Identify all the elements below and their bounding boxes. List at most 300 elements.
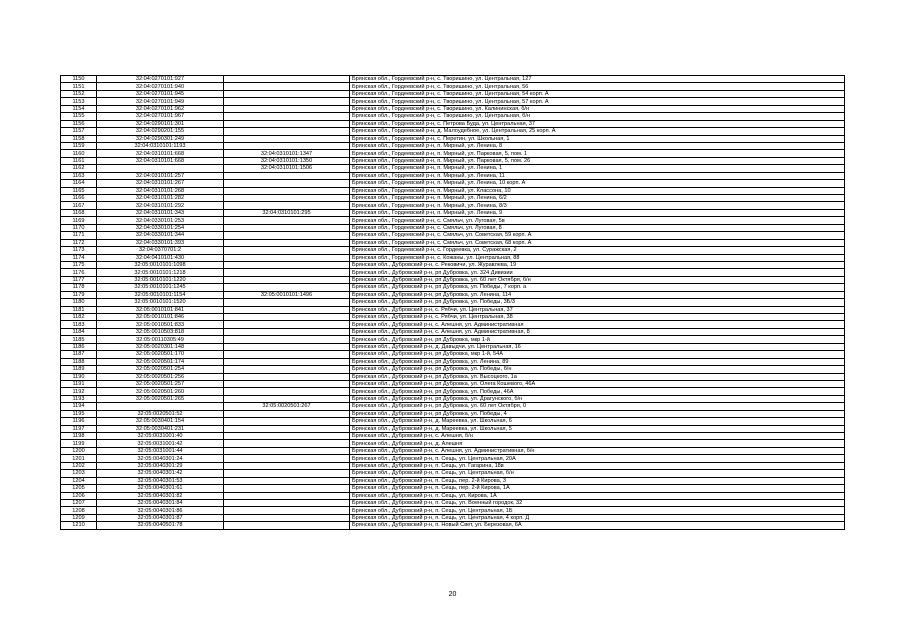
cadastral-number-cell: 32:05:0030401:154 [97,418,224,425]
related-cadastral-number-cell [224,336,350,343]
row-number-cell: 1162 [61,165,97,172]
address-cell: Брянская обл., Дубровский р-н, п. Новый Свет, ул. Березовая, 6А [350,522,845,529]
table-row [61,492,845,499]
row-number-cell: 1163 [61,172,97,179]
table-row [61,395,845,402]
address-cell: Брянская обл., Гордеевский р-н, п. Мирный, ул. Ленина, 6/2 [350,195,845,202]
address-cell: Брянская обл., Дубровский р-н, с. Рябчи, ул. Центральная, 38 [350,314,845,321]
related-cadastral-number-cell [224,120,350,127]
row-number-cell: 1185 [61,336,97,343]
table-row [61,470,845,477]
table-row [61,239,845,246]
address-cell: Брянская обл., Дубровский р-н, п. Сещь, ул. Центральная, 4 корп. Д [350,514,845,521]
row-number-cell: 1194 [61,403,97,410]
table-row [61,90,845,97]
row-number-cell: 1161 [61,157,97,164]
address-cell: Брянская обл., Гордеевский р-н, п. Мирный, ул. Парковая, 5, пом. 26 [350,157,845,164]
cadastral-number-cell: 32:05:0010101:841 [97,306,224,313]
row-number-cell: 1197 [61,425,97,432]
address-cell: Брянская обл., Гордеевский р-н, с. Смяльч, ул. Советская, 68 корп. А [350,239,845,246]
related-cadastral-number-cell [224,499,350,506]
related-cadastral-number-cell [224,224,350,231]
address-cell: Брянская обл., Дубровский р-н, рп Дубровка, ул. Олега Кошевого, 46А [350,380,845,387]
table-row [61,150,845,157]
table-row [61,76,845,83]
table-row [61,433,845,440]
table-row [61,477,845,484]
related-cadastral-number-cell [224,90,350,97]
table-row [61,507,845,514]
table-row [61,380,845,387]
address-cell: Брянская обл., Гордеевский р-н, п. Мирный, ул. Ленина, 8/3 [350,202,845,209]
address-cell: Брянская обл., Гордеевский р-н, с. Творишино, ул. Центральная, 56 [350,83,845,90]
related-cadastral-number-cell [224,522,350,529]
address-cell: Брянская обл., Дубровский р-н, рп Дубровка, ул. Победы, 4 [350,410,845,417]
related-cadastral-number-cell [224,299,350,306]
address-cell: Брянская обл., Гордеевский р-н, с. Творишино, ул. Центральная, 54 корп. А [350,90,845,97]
related-cadastral-number-cell [224,388,350,395]
cadastral-number-cell: 32:04:0270101:967 [97,113,224,120]
related-cadastral-number-cell [224,172,350,179]
cadastral-number-cell: 32:04:0270101:949 [97,98,224,105]
related-cadastral-number-cell [224,328,350,335]
address-cell: Брянская обл., Дубровский р-н, с. Алешня, б/н [350,433,845,440]
address-cell: Брянская обл., Гордеевский р-н, д. Малоудебное, ул. Центральная, 25 корп. А [350,128,845,135]
table-row [61,195,845,202]
address-cell: Брянская обл., Дубровский р-н, п. Сещь, ул. Центральная, б/н [350,470,845,477]
cadastral-number-cell: 32:05:0030401:231 [97,425,224,432]
address-cell: Брянская обл., Дубровский р-н, п. Сещь, ул. Центральная, 1Б [350,507,845,514]
table-row [61,336,845,343]
row-number-cell: 1166 [61,195,97,202]
address-cell: Брянская обл., Дубровский р-н, п. Сещь, ул. Центральная, 20А [350,455,845,462]
related-cadastral-number-cell [224,485,350,492]
row-number-cell: 1158 [61,135,97,142]
row-number-cell: 1209 [61,514,97,521]
cadastral-number-cell: 32:05:0010101:1245 [97,284,224,291]
row-number-cell: 1189 [61,366,97,373]
cadastral-number-cell: 32:05:0040301:53 [97,477,224,484]
related-cadastral-number-cell [224,261,350,268]
row-number-cell: 1206 [61,492,97,499]
table-row [61,291,845,298]
address-cell: Брянская обл., Гордеевский р-н, п. Мирный, ул. Ленина, 8 [350,142,845,149]
address-cell: Брянская обл., Гордеевский р-н, с. Творишино, ул. Калининская, б/н [350,105,845,112]
related-cadastral-number-cell [224,247,350,254]
address-cell: Брянская обл., Гордеевский р-н, с. Творишино, ул. Центральная, 57 корп. А [350,98,845,105]
table-row [61,425,845,432]
related-cadastral-number-cell [224,492,350,499]
row-number-cell: 1157 [61,128,97,135]
related-cadastral-number-cell [224,202,350,209]
table-row [61,328,845,335]
table-row [61,522,845,529]
table-row [61,373,845,380]
row-number-cell: 1178 [61,284,97,291]
related-cadastral-number-cell [224,455,350,462]
row-number-cell: 1180 [61,299,97,306]
cadastral-number-cell: 32:04:0310101:257 [97,172,224,179]
related-cadastral-number-cell [224,180,350,187]
address-cell: Брянская обл., Дубровский р-н, рп Дубровка, ул. Драгунского, б/н [350,395,845,402]
cadastral-number-cell: 32:04:0290101:301 [97,120,224,127]
cadastral-number-cell: 32:05:0040301:87 [97,514,224,521]
cadastral-number-cell: 32:04:0290301:249 [97,135,224,142]
cadastral-number-cell: 32:05:0031001:42 [97,440,224,447]
table-row [61,180,845,187]
address-cell: Брянская обл., Гордеевский р-н, с. Кожаны, ул. Центральная, 88 [350,254,845,261]
table-row [61,165,845,172]
related-cadastral-number-cell [224,380,350,387]
cadastral-number-cell: 32:05:0031001:44 [97,447,224,454]
row-number-cell: 1200 [61,447,97,454]
address-cell: Брянская обл., Гордеевский р-н, с. Петрова Буда, ул. Центральная, 37 [350,120,845,127]
cadastral-number-cell: 32:05:0010101:1220 [97,276,224,283]
cadastral-number-cell: 32:05:0010101:1154 [97,291,224,298]
cadastral-number-cell: 32:05:00110305:49 [97,336,224,343]
related-cadastral-number-cell [224,418,350,425]
cadastral-number-cell: 32:05:0020501:52 [97,410,224,417]
row-number-cell: 1186 [61,343,97,350]
row-number-cell: 1168 [61,209,97,216]
cadastral-number-cell: 32:05:0040301:24 [97,455,224,462]
related-cadastral-number-cell [224,410,350,417]
related-cadastral-number-cell [224,306,350,313]
address-cell: Брянская обл., Дубровский р-н, рп Дубровка, ул. 60 лет Октября, 0 [350,403,845,410]
related-cadastral-number-cell [224,113,350,120]
address-cell: Брянская обл., Дубровский р-н, д. Давыдчи, ул. Центральная, 16 [350,343,845,350]
row-number-cell: 1169 [61,217,97,224]
table-row [61,306,845,313]
table-row [61,284,845,291]
address-cell: Брянская обл., Гордеевский р-н, с. Творишино, ул. Центральная, б/н [350,113,845,120]
table-row [61,209,845,216]
row-number-cell: 1164 [61,180,97,187]
table-body [61,76,845,530]
table-row [61,343,845,350]
row-number-cell: 1202 [61,462,97,469]
address-cell: Брянская обл., Дубровский р-н, рп Дубровка, ул. Победы, 46А [350,388,845,395]
table-row [61,202,845,209]
related-cadastral-number-cell: 32:04:0310101:1347 [224,150,350,157]
related-cadastral-number-cell [224,187,350,194]
row-number-cell: 1183 [61,321,97,328]
row-number-cell: 1201 [61,455,97,462]
cadastral-number-cell: 32:04:0330101:393 [97,239,224,246]
cadastral-number-cell: 32:05:0040301:42 [97,470,224,477]
cadastral-number-cell: 32:05:0010501:833 [97,321,224,328]
table-row [61,224,845,231]
related-cadastral-number-cell [224,425,350,432]
address-cell: Брянская обл., Гордеевский р-н, с. Перетин, ул. Школьная, 1 [350,135,845,142]
cadastral-number-cell: 32:05:0040301:84 [97,499,224,506]
table-row [61,455,845,462]
row-number-cell: 1173 [61,247,97,254]
related-cadastral-number-cell [224,195,350,202]
row-number-cell: 1196 [61,418,97,425]
table-row [61,388,845,395]
address-cell: Брянская обл., Дубровский р-н, рп Дубровка, ул. Ленина, 89 [350,358,845,365]
cadastral-number-cell: 32:04:0310101:1193 [97,142,224,149]
address-cell: Брянская обл., Гордеевский р-н, с. Смяльч, ул. Луговая, 5в [350,217,845,224]
address-cell: Брянская обл., Гордеевский р-н, п. Мирный, ул. Классона, 10 [350,187,845,194]
related-cadastral-number-cell [224,321,350,328]
address-cell: Брянская обл., Дубровский р-н, п. Сещь, ул. Кирова, 1А [350,492,845,499]
row-number-cell: 1181 [61,306,97,313]
cadastral-number-cell: 32:05:0020501:265 [97,395,224,402]
related-cadastral-number-cell [224,284,350,291]
table-row [61,314,845,321]
address-cell: Брянская обл., Гордеевский р-н, с. Смяльч, ул. Советская, 59 корп. А [350,232,845,239]
row-number-cell: 1155 [61,113,97,120]
document-sheet [60,75,844,530]
row-number-cell: 1208 [61,507,97,514]
table-row [61,418,845,425]
row-number-cell: 1179 [61,291,97,298]
related-cadastral-number-cell [224,276,350,283]
cadastral-number-cell: 32:04:0330101:253 [97,217,224,224]
table-row [61,447,845,454]
row-number-cell: 1198 [61,433,97,440]
address-cell: Брянская обл., Дубровский р-н, с. Алешня, ул. Административная [350,321,845,328]
related-cadastral-number-cell [224,470,350,477]
cadastral-number-cell: 32:05:0020501:254 [97,366,224,373]
address-cell: Брянская обл., Дубровский р-н, рп Дубровка, ул. Высоцкого, 1а [350,373,845,380]
address-cell: Брянская обл., Дубровский р-н, рп Дубровка, ул. Победы, 7 корп. а [350,284,845,291]
cadastral-number-cell: 32:04:0310101:267 [97,180,224,187]
row-number-cell: 1207 [61,499,97,506]
related-cadastral-number-cell [224,105,350,112]
cadastral-number-cell: 32:04:0310101:292 [97,202,224,209]
table-row [61,232,845,239]
row-number-cell: 1199 [61,440,97,447]
cadastral-number-cell: 32:05:0040301:82 [97,492,224,499]
address-cell: Брянская обл., Дубровский р-н, п. Сещь, ул. Гагарина, 18в [350,462,845,469]
cadastral-number-cell: 32:05:0010101:1218 [97,269,224,276]
table-row [61,321,845,328]
row-number-cell: 1160 [61,150,97,157]
row-number-cell: 1167 [61,202,97,209]
related-cadastral-number-cell [224,135,350,142]
address-cell: Брянская обл., Гордеевский р-н, п. Мирный, ул. Ленина, 10 корп. А [350,180,845,187]
table-row [61,269,845,276]
cadastral-number-cell: 32:05:0010503:818 [97,328,224,335]
row-number-cell: 1159 [61,142,97,149]
row-number-cell: 1184 [61,328,97,335]
related-cadastral-number-cell: 32:04:0310101:295 [224,209,350,216]
row-number-cell: 1190 [61,373,97,380]
table-row [61,410,845,417]
related-cadastral-number-cell [224,98,350,105]
cadastral-number-cell: 32:05:0020501:257 [97,380,224,387]
cadastral-number-cell [97,165,224,172]
address-cell: Брянская обл., Дубровский р-н, рп Дубровка, ул. Победы, 3Б/3 [350,299,845,306]
cadastral-number-cell: 32:05:0020501:174 [97,358,224,365]
related-cadastral-number-cell [224,373,350,380]
address-cell: Брянская обл., Гордеевский р-н, с. Смяльч, ул. Луговая, 8 [350,224,845,231]
page-number: 20 [448,591,457,598]
cadastral-number-cell: 32:05:0020501:170 [97,351,224,358]
address-cell: Брянская обл., Гордеевский р-н, п. Мирный, ул. Ленина, 9 [350,209,845,216]
address-cell: Брянская обл., Гордеевский р-н, п. Мирный, ул. Парковая, 5, пом. 1 [350,150,845,157]
address-cell: Брянская обл., Дубровский р-н, с. Рябчи, ул. Центральная, 37 [350,306,845,313]
address-cell: Брянская обл., Дубровский р-н, п. Сещь, пер. 2-й Кирова, 1А [350,485,845,492]
row-number-cell: 1191 [61,380,97,387]
row-number-cell: 1195 [61,410,97,417]
table-row [61,83,845,90]
row-number-cell: 1172 [61,239,97,246]
cadastral-number-cell: 32:04:0330101:344 [97,232,224,239]
address-cell: Брянская обл., Дубровский р-н, рп Дубровка, ул. 324 Дивизии [350,269,845,276]
row-number-cell: 1153 [61,98,97,105]
cadastral-number-cell: 32:04:0270101:940 [97,83,224,90]
table-row [61,351,845,358]
related-cadastral-number-cell [224,395,350,402]
row-number-cell: 1187 [61,351,97,358]
row-number-cell: 1154 [61,105,97,112]
table-row [61,403,845,410]
cadastral-number-cell: 32:04:0310101:282 [97,195,224,202]
row-number-cell: 1150 [61,76,97,83]
related-cadastral-number-cell: 32:04:0310101:1506 [224,165,350,172]
row-number-cell: 1182 [61,314,97,321]
cadastral-number-cell: 32:05:0020501:256 [97,373,224,380]
related-cadastral-number-cell [224,507,350,514]
related-cadastral-number-cell: 32:05:0010101:1496 [224,291,350,298]
related-cadastral-number-cell [224,76,350,83]
cadastral-number-cell: 32:04:0310101:668 [97,150,224,157]
cadastral-number-cell: 32:04:0270101:945 [97,90,224,97]
table-row [61,440,845,447]
table-row [61,172,845,179]
related-cadastral-number-cell [224,433,350,440]
related-cadastral-number-cell: 32:05:0020501:267 [224,403,350,410]
table-row [61,462,845,469]
cadastral-number-cell: 32:04:0410101:430 [97,254,224,261]
table-row [61,366,845,373]
table-row [61,142,845,149]
address-cell: Брянская обл., Дубровский р-н, с. Рековичи, ул. Журавлева, 19 [350,261,845,268]
address-cell: Брянская обл., Гордеевский р-н, с. Творишино, ул. Центральная, 127 [350,76,845,83]
related-cadastral-number-cell [224,254,350,261]
cadastral-number-cell: 32:05:0031001:40 [97,433,224,440]
related-cadastral-number-cell [224,440,350,447]
cadastral-number-cell: 32:05:0040301:61 [97,485,224,492]
table-row [61,499,845,506]
cadastral-number-cell: 32:05:0010101:1098 [97,261,224,268]
related-cadastral-number-cell [224,343,350,350]
address-cell: Брянская обл., Гордеевский р-н, п. Мирный, ул. Ленина, 1 [350,165,845,172]
address-cell: Брянская обл., Дубровский р-н, п. Сещь, пер. 2-й Кирова, 3 [350,477,845,484]
related-cadastral-number-cell [224,514,350,521]
related-cadastral-number-cell [224,269,350,276]
cadastral-number-cell: 32:04:0290201:155 [97,128,224,135]
row-number-cell: 1174 [61,254,97,261]
table-row [61,217,845,224]
related-cadastral-number-cell [224,232,350,239]
related-cadastral-number-cell [224,142,350,149]
address-cell: Брянская обл., Дубровский р-н, д. Мареевка, ул. Школьная, 6 [350,418,845,425]
row-number-cell: 1170 [61,224,97,231]
row-number-cell: 1171 [61,232,97,239]
cadastral-number-cell: 32:05:0010101:1520 [97,299,224,306]
cadastral-number-cell: 32:05:0040301:86 [97,507,224,514]
row-number-cell: 1165 [61,187,97,194]
row-number-cell: 1203 [61,470,97,477]
cadastral-number-cell: 32:04:0330101:254 [97,224,224,231]
address-cell: Брянская обл., Дубровский р-н, рп Дубровка, ул. Ленина, 114 [350,291,845,298]
row-number-cell: 1193 [61,395,97,402]
cadastral-number-cell: 32:04:0370701:2 [97,247,224,254]
table-row [61,485,845,492]
address-cell: Брянская обл., Дубровский р-н, д. Алешня [350,440,845,447]
row-number-cell: 1188 [61,358,97,365]
address-cell: Брянская обл., Дубровский р-н, рп Дубровка, мкр 1-й, 54А [350,351,845,358]
related-cadastral-number-cell [224,358,350,365]
address-cell: Брянская обл., Дубровский р-н, с. Алешня, ул. Административная, 8 [350,328,845,335]
related-cadastral-number-cell [224,447,350,454]
related-cadastral-number-cell [224,83,350,90]
cadastral-number-cell: 32:04:0270101:962 [97,105,224,112]
table-row [61,276,845,283]
address-cell: Брянская обл., Дубровский р-н, п. Сещь, ул. Военный городок, 32 [350,499,845,506]
row-number-cell: 1176 [61,269,97,276]
cadastral-number-cell: 32:05:0040501:78 [97,522,224,529]
address-cell: Брянская обл., Дубровский р-н, с. Алешня, ул. Административная, б/н [350,447,845,454]
row-number-cell: 1192 [61,388,97,395]
address-cell: Брянская обл., Дубровский р-н, рп Дубровка, мкр 1-й [350,336,845,343]
cadastral-number-cell: 32:04:0310101:268 [97,187,224,194]
row-number-cell: 1177 [61,276,97,283]
related-cadastral-number-cell [224,477,350,484]
row-number-cell: 1152 [61,90,97,97]
related-cadastral-number-cell [224,351,350,358]
address-cell: Брянская обл., Дубровский р-н, д. Мареевка, ул. Школьная, 5 [350,425,845,432]
table-row [61,261,845,268]
table-row [61,157,845,164]
table-row [61,105,845,112]
table-row [61,135,845,142]
row-number-cell: 1210 [61,522,97,529]
cadastral-number-cell: 32:05:0020501:260 [97,388,224,395]
table-row [61,514,845,521]
table-row [61,113,845,120]
table-row [61,254,845,261]
row-number-cell: 1204 [61,477,97,484]
table-row [61,187,845,194]
table-row [61,120,845,127]
row-number-cell: 1151 [61,83,97,90]
table-row [61,98,845,105]
address-cell: Брянская обл., Гордеевский р-н, с. Гордеевка, ул. Суражская, 2 [350,247,845,254]
table-row [61,358,845,365]
address-cell: Брянская обл., Гордеевский р-н, п. Мирный, ул. Ленина, 11 [350,172,845,179]
cadastral-number-cell [97,403,224,410]
table-row [61,299,845,306]
related-cadastral-number-cell [224,314,350,321]
related-cadastral-number-cell [224,462,350,469]
cadastral-number-cell: 32:04:0310101:343 [97,209,224,216]
related-cadastral-number-cell [224,366,350,373]
cadastral-number-cell: 32:04:0270101:927 [97,76,224,83]
table-row [61,128,845,135]
related-cadastral-number-cell [224,239,350,246]
cadastral-number-cell: 32:05:0020301:148 [97,343,224,350]
cadastral-number-cell: 32:04:0310101:668 [97,157,224,164]
cadastral-number-cell: 32:05:0010101:846 [97,314,224,321]
address-cell: Брянская обл., Дубровский р-н, рп Дубровка, ул. 60 лет Октября, б/н [350,276,845,283]
table-row [61,247,845,254]
